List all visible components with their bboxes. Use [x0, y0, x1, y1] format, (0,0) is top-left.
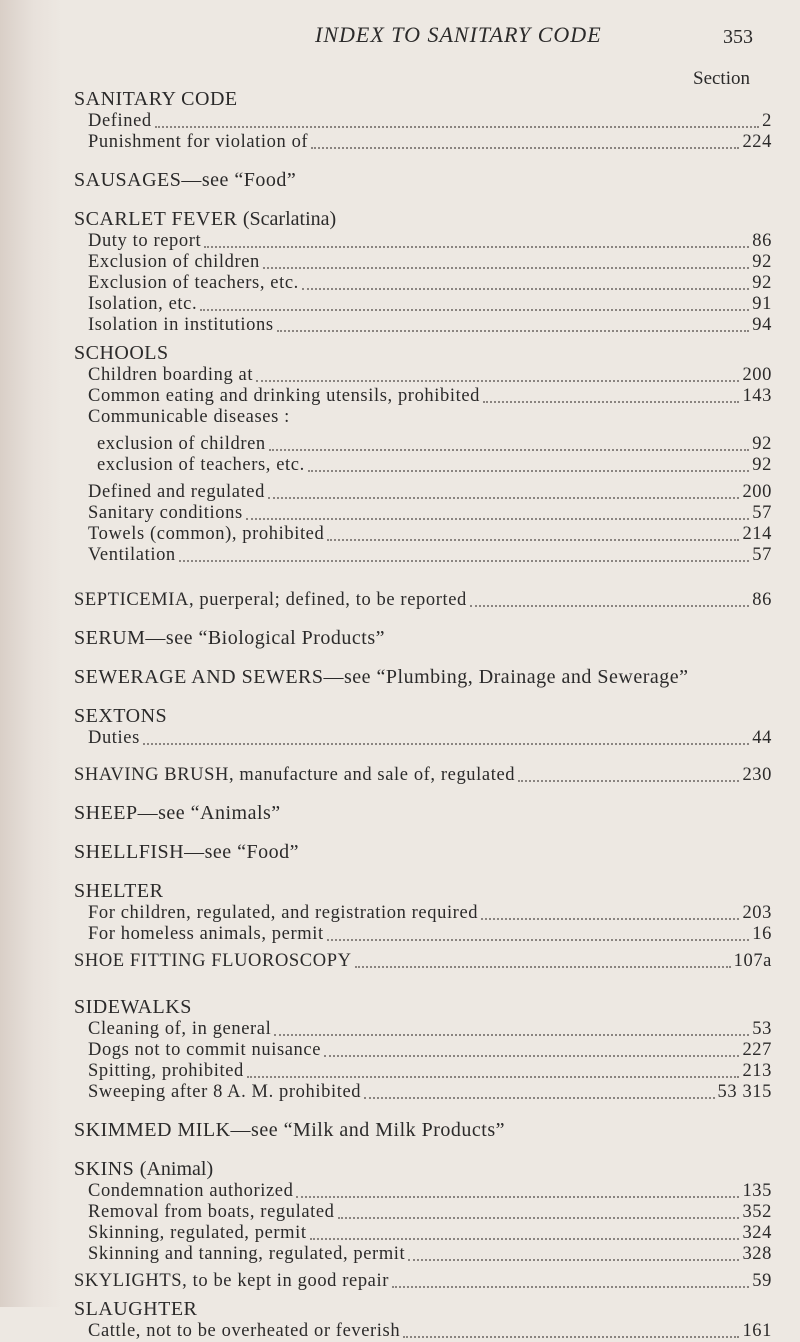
entry-label: Common eating and drinking utensils, prohibited: [88, 386, 480, 406]
index-entry: [88, 1181, 772, 1202]
entry-section: 2: [762, 111, 772, 131]
leader-dots: [364, 1087, 714, 1099]
entry-section: 86: [752, 590, 772, 610]
leader-dots: [311, 137, 739, 149]
leader-dots: [308, 460, 750, 472]
entry-label: Duty to report: [88, 231, 202, 251]
index-subheading: Communicable diseases :: [88, 407, 290, 427]
section-column-label: Section: [693, 68, 750, 89]
leader-dots: [296, 1186, 739, 1198]
index-entry: [88, 365, 772, 386]
entry-label: Condemnation authorized: [88, 1181, 294, 1201]
index-entry: [88, 1061, 772, 1082]
leader-dots: [481, 908, 739, 920]
leader-dots: [204, 236, 749, 248]
entry-label: Spitting, prohibited: [88, 1061, 244, 1081]
index-heading: SLAUGHTER: [74, 1298, 198, 1320]
heading-note: (Scarlatina): [242, 208, 337, 230]
index-entry: [88, 294, 772, 315]
entry-label: Children boarding at: [88, 365, 254, 385]
entry-section: 92: [752, 455, 772, 475]
entry-label: SEPTICEMIA, puerperal; defined, to be reported: [74, 590, 467, 610]
leader-dots: [143, 733, 749, 745]
index-entry: [88, 1019, 772, 1040]
index-entry: [88, 1244, 772, 1265]
entry-section: 213: [742, 1061, 772, 1081]
entry-section: 324: [742, 1223, 772, 1243]
index-list: [70, 88, 772, 1342]
entry-section: 200: [742, 365, 772, 385]
entry-section: 143: [742, 386, 772, 406]
index-entry: [88, 1202, 772, 1223]
entry-section: 53: [752, 1019, 772, 1039]
index-heading: [74, 1158, 772, 1181]
leader-dots: [483, 391, 739, 403]
entry-section: 227: [742, 1040, 772, 1060]
index-entry: [88, 231, 772, 252]
entry-label: Removal from boats, regulated: [88, 1202, 335, 1222]
leader-dots: [246, 508, 750, 520]
leader-dots: [200, 299, 749, 311]
leader-dots: [179, 550, 750, 562]
leader-dots: [274, 1024, 749, 1036]
entry-label: Isolation in institutions: [88, 315, 274, 335]
entry-section: 352: [742, 1202, 772, 1222]
index-heading: SCHOOLS: [74, 342, 169, 364]
index-entry: [88, 1223, 772, 1244]
index-entry: [88, 503, 772, 524]
leader-dots: [518, 770, 739, 782]
index-entry: [88, 545, 772, 566]
leader-dots: [324, 1045, 739, 1057]
heading-text: SKINS: [74, 1158, 135, 1180]
index-entry: [88, 252, 772, 273]
leader-dots: [263, 257, 749, 269]
page-header: [0, 22, 800, 52]
index-entry: [88, 273, 772, 294]
index-entry: [88, 524, 772, 545]
entry-label: exclusion of teachers, etc.: [97, 455, 305, 475]
index-entry: [88, 482, 772, 503]
index-heading: SKIMMED MILK—see “Milk and Milk Products”: [74, 1119, 506, 1141]
entry-section: 94: [752, 315, 772, 335]
entry-label: Towels (common), prohibited: [88, 524, 325, 544]
entry-label: Skinning and tanning, regulated, permit: [88, 1244, 406, 1264]
entry-section: 230: [742, 765, 772, 785]
index-heading: SHELTER: [74, 880, 164, 902]
entry-label: SHAVING BRUSH, manufacture and sale of, regulated: [74, 765, 516, 785]
entry-label: SKYLIGHTS, to be kept in good repair: [74, 1271, 389, 1291]
entry-section: 86: [752, 231, 772, 251]
entry-label: Duties: [88, 728, 140, 748]
leader-dots: [338, 1207, 740, 1219]
index-entry: [88, 903, 772, 924]
entry-section: 92: [752, 434, 772, 454]
entry-label: Defined and regulated: [88, 482, 265, 502]
leader-dots: [155, 116, 759, 128]
index-entry: [97, 455, 772, 476]
entry-section: 161: [742, 1321, 772, 1341]
index-entry: [88, 1082, 772, 1103]
index-heading: SHELLFISH—see “Food”: [74, 841, 299, 863]
entry-section: 57: [752, 545, 772, 565]
leader-dots: [327, 929, 750, 941]
entry-label: For children, regulated, and registration required: [88, 903, 479, 923]
leader-dots: [310, 1228, 740, 1240]
index-entry: [74, 765, 772, 786]
entry-section: 107a: [733, 951, 772, 971]
entry-label: SHOE FITTING FLUOROSCOPY: [74, 951, 352, 971]
entry-section: 92: [752, 252, 772, 272]
entry-label: Skinning, regulated, permit: [88, 1223, 307, 1243]
index-heading: SAUSAGES—see “Food”: [74, 169, 297, 191]
entry-section: 224: [742, 132, 772, 152]
leader-dots: [256, 370, 739, 382]
leader-dots: [302, 278, 749, 290]
page-number: 353: [723, 26, 753, 48]
index-entry: [97, 434, 772, 455]
entry-label: For homeless animals, permit: [88, 924, 324, 944]
entry-label: Defined: [88, 111, 152, 131]
leader-dots: [403, 1326, 739, 1338]
entry-section: 328: [742, 1244, 772, 1264]
index-entry: [88, 111, 772, 132]
leader-dots: [408, 1249, 739, 1261]
leader-dots: [355, 956, 731, 968]
heading-text: SCARLET FEVER: [74, 208, 238, 230]
index-heading: SEXTONS: [74, 705, 168, 727]
index-entry: [74, 1271, 772, 1292]
entry-label: Cleaning of, in general: [88, 1019, 272, 1039]
leader-dots: [268, 487, 739, 499]
page-binding-edge: [0, 0, 62, 1307]
entry-label: Exclusion of teachers, etc.: [88, 273, 299, 293]
leader-dots: [269, 439, 750, 451]
entry-section: 16: [752, 924, 772, 944]
entry-section: 91: [752, 294, 772, 314]
index-entry: [88, 315, 772, 336]
entry-label: Ventilation: [88, 545, 176, 565]
leader-dots: [470, 595, 749, 607]
index-entry: [74, 951, 772, 972]
index-heading: SHEEP—see “Animals”: [74, 802, 281, 824]
entry-section: 92: [752, 273, 772, 293]
index-heading: SEWERAGE AND SEWERS—see “Plumbing, Drainage and Sewerage”: [74, 666, 689, 688]
entry-section: 57: [752, 503, 772, 523]
entry-section: 53 315: [717, 1082, 772, 1102]
entry-label: Sweeping after 8 A. M. prohibited: [88, 1082, 362, 1102]
entry-label: Isolation, etc.: [88, 294, 198, 314]
entry-label: Dogs not to commit nuisance: [88, 1040, 322, 1060]
entry-section: 59: [752, 1271, 772, 1291]
heading-note: (Animal): [139, 1158, 214, 1180]
index-heading: SANITARY CODE: [74, 88, 238, 110]
entry-label: Punishment for violation of: [88, 132, 309, 152]
index-entry: [88, 386, 772, 407]
index-entry: [88, 924, 772, 945]
entry-section: 203: [742, 903, 772, 923]
entry-section: 44: [752, 728, 772, 748]
entry-label: Cattle, not to be overheated or feverish: [88, 1321, 401, 1341]
leader-dots: [277, 320, 750, 332]
index-entry: [88, 132, 772, 153]
index-entry: [88, 1040, 772, 1061]
entry-label: exclusion of children: [97, 434, 266, 454]
index-entry: [88, 1321, 772, 1342]
index-heading: SIDEWALKS: [74, 996, 192, 1018]
entry-label: Exclusion of children: [88, 252, 260, 272]
index-entry: [74, 590, 772, 611]
entry-section: 200: [742, 482, 772, 502]
index-heading: [74, 208, 772, 231]
entry-section: 135: [742, 1181, 772, 1201]
leader-dots: [392, 1276, 749, 1288]
running-title: INDEX TO SANITARY CODE: [315, 22, 602, 47]
leader-dots: [327, 529, 739, 541]
index-entry: [88, 728, 772, 749]
entry-label: Sanitary conditions: [88, 503, 243, 523]
index-heading: SERUM—see “Biological Products”: [74, 627, 386, 649]
leader-dots: [247, 1066, 740, 1078]
entry-section: 214: [742, 524, 772, 544]
